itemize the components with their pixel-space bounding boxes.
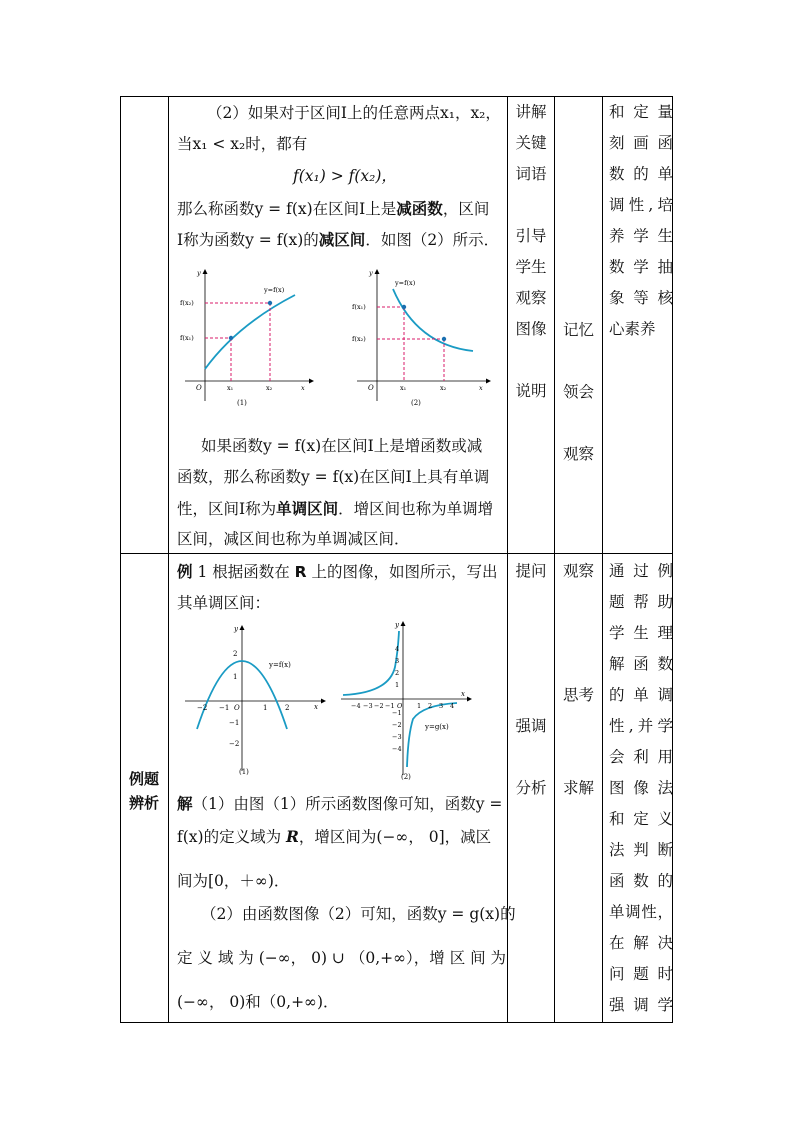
teacher-spacer [508, 190, 554, 221]
section-label [121, 767, 167, 815]
tick-label: −1 [385, 702, 395, 710]
goal-line: 学生理 [609, 624, 673, 642]
goal-line: 和定量 [609, 103, 673, 121]
point [268, 301, 272, 305]
teacher-item: 关键 [515, 134, 547, 152]
teacher-spacer [508, 345, 554, 376]
y-arrow [203, 269, 208, 274]
goal-line: 通过例 [609, 562, 673, 580]
s1-design-intent [609, 97, 673, 345]
text: 上的图像，如图所示，写出 [306, 563, 498, 581]
tick-label: 2 [285, 704, 290, 712]
student-spacer [555, 742, 602, 773]
x-arrow [321, 699, 326, 704]
teacher-item: 引导 [515, 227, 547, 245]
y-arrow [240, 625, 245, 630]
text: ．如图（2）所示． [365, 231, 500, 249]
student-spacer [555, 618, 602, 649]
text: 性，区间I称为 [177, 500, 277, 518]
solution-line2 [177, 821, 491, 853]
goal-line: 的单调 [609, 686, 673, 704]
axis-label: x [461, 690, 465, 698]
term-decreasing-interval: 减区间 [318, 230, 366, 249]
graph-hyperbola [339, 617, 489, 782]
tick-label: −1 [219, 704, 230, 712]
col-divider [602, 97, 603, 1022]
goal-line: 会利用 [609, 748, 673, 766]
tick-label: 1 [233, 673, 238, 681]
graph-parabola [183, 621, 333, 781]
teacher-item: 观察 [515, 289, 547, 307]
tick-label: x₁ [227, 384, 234, 392]
goal-line: 和定义 [609, 810, 673, 828]
student-spacer [555, 649, 602, 680]
s2-student-activity [555, 556, 602, 804]
s2-teacher-activity [508, 556, 554, 804]
teacher-spacer [508, 649, 554, 680]
tick-label: 3 [439, 702, 444, 710]
decreasing-curve [393, 289, 473, 351]
text: ，区间 [442, 200, 490, 218]
solution-tag: 解 [177, 794, 193, 813]
tick-label: x₂ [440, 384, 447, 392]
tick-label: 4 [450, 702, 455, 710]
term-monotonic-interval: 单调区间 [276, 499, 339, 518]
student-item: 领会 [562, 383, 594, 401]
goal-line: 题帮助 [609, 593, 673, 611]
goal-line: 数学抽 [609, 258, 673, 276]
axis-label: y [234, 625, 238, 633]
tick-label: O [234, 704, 240, 712]
goal-line: 心素养 [609, 320, 656, 338]
s1-para2-l4: 区间，减区间也称为单调减区间． [177, 530, 410, 548]
tick-label: −2 [374, 702, 384, 710]
tick-label: x₂ [266, 384, 273, 392]
axis-label: x [314, 703, 318, 711]
teacher-item: 提问 [515, 562, 547, 580]
goal-line: 养学生 [609, 227, 673, 245]
student-spacer [555, 408, 602, 439]
student-spacer [555, 346, 602, 377]
axis-label: x [301, 384, 305, 392]
x-arrow [486, 379, 491, 384]
teacher-spacer [508, 618, 554, 649]
curve-label: y=f(x) [264, 286, 285, 294]
tick-label: 1 [263, 704, 268, 712]
x-arrow [309, 379, 314, 384]
s1-para2-l1: 如果函数y = f(x)在区间I上是增函数或减 [201, 437, 483, 455]
right-branch [407, 703, 457, 767]
tick-label: 1 [395, 681, 400, 689]
real-set-symbol: R [286, 827, 299, 846]
student-item: 求解 [562, 779, 594, 797]
example-tag: 例 [177, 562, 193, 581]
point [442, 337, 446, 341]
s1-line4 [177, 224, 499, 256]
tick-label: 3 [395, 657, 400, 665]
goal-line: 调性,培 [609, 196, 673, 214]
real-set-symbol: R [294, 563, 307, 581]
teacher-item: 学生 [515, 258, 547, 276]
curve-label: y=f(x) [395, 279, 416, 287]
goal-line: 在解决 [609, 934, 673, 952]
goal-line: 强调学 [609, 996, 673, 1014]
teacher-spacer [508, 587, 554, 618]
origin-label: O [368, 384, 374, 392]
tick-label: x₁ [400, 384, 407, 392]
figure-caption: (1) [237, 399, 247, 407]
tick-label: −2 [197, 704, 208, 712]
teacher-item: 说明 [515, 382, 547, 400]
origin-label: O [196, 384, 202, 392]
goal-line: 问题时 [609, 965, 673, 983]
lesson-table [120, 96, 673, 1023]
text: ，增区间为(−∞， 0]，减区 [298, 828, 492, 846]
teacher-spacer [508, 742, 554, 773]
figure-caption: (1) [239, 768, 249, 776]
s1-para2-l2: 函数，那么称函数y = f(x)在区间I上具有单调 [177, 468, 490, 486]
point [402, 305, 406, 309]
student-spacer [555, 711, 602, 742]
s1-formula: f(x₁) > f(x₂)， [293, 167, 397, 185]
axis-label: y [369, 269, 373, 277]
tick-label: f(x₁) [180, 334, 194, 342]
tick-label: −2 [392, 721, 402, 729]
tick-label: −3 [363, 702, 373, 710]
axis-label: y [197, 269, 201, 277]
term-decreasing: 减函数 [396, 199, 443, 218]
axis-label: y [395, 621, 399, 629]
tick-label: 1 [417, 702, 422, 710]
figure-decreasing [349, 265, 494, 409]
goal-line: 法判断 [609, 841, 673, 859]
tick-label: 4 [395, 645, 400, 653]
goal-line: 函数的 [609, 872, 673, 890]
tick-label: f(x₂) [352, 335, 366, 343]
student-item: 观察 [562, 445, 594, 463]
teacher-item: 分析 [515, 779, 547, 797]
col-divider [168, 97, 169, 1022]
tick-label: −1 [392, 709, 402, 717]
s1-teacher-activity [508, 97, 554, 407]
tick-label: 2 [233, 650, 238, 658]
tick-label: −2 [229, 740, 240, 748]
teacher-item: 图像 [515, 320, 547, 338]
teacher-spacer [508, 680, 554, 711]
student-item: 思考 [562, 686, 594, 704]
teacher-item: 词语 [515, 165, 547, 183]
s2-design-intent [609, 556, 673, 1021]
s1-student-activity [555, 315, 602, 470]
example-line2: 其单调区间： [177, 594, 271, 612]
solution-line1 [177, 788, 502, 820]
left-branch [343, 631, 399, 695]
figure-caption: (2) [411, 399, 421, 407]
s1-line3 [177, 193, 489, 225]
goal-line: 图像法 [609, 779, 673, 797]
y-arrow [401, 621, 406, 626]
tick-label: O [397, 702, 403, 710]
goal-line: 性,并学 [609, 717, 673, 735]
solution-line5: 定 义 域 为 (−∞， 0) ∪ （0,+∞），增 区 间 为 [177, 949, 507, 967]
student-spacer [555, 587, 602, 618]
text: f(x)的定义域为 [177, 828, 286, 846]
s1-line1: （2）如果对于区间I上的任意两点x₁，x₂， [207, 104, 501, 122]
student-item: 观察 [562, 562, 594, 580]
s1-line2: 当x₁ < x₂时，都有 [177, 135, 308, 153]
goal-line: 数的单 [609, 165, 673, 183]
text: （1）由图（1）所示函数图像可知，函数y = [192, 795, 503, 813]
text: I称为函数y = f(x)的 [177, 231, 319, 249]
label-line: 例题 [128, 770, 159, 788]
example-line1 [177, 556, 498, 588]
teacher-item: 讲解 [515, 103, 547, 121]
text: 1 根据函数在 [192, 563, 295, 581]
tick-label: f(x₁) [352, 303, 366, 311]
tick-label: 2 [395, 669, 400, 677]
goal-line: 刻画函 [609, 134, 673, 152]
tick-label: −1 [229, 719, 240, 727]
y-arrow [375, 269, 380, 274]
student-item: 记忆 [562, 321, 594, 339]
point [229, 336, 233, 340]
axis-label: x [479, 384, 483, 392]
solution-line6: (−∞， 0)和（0,+∞)． [177, 993, 339, 1011]
x-arrow [467, 697, 472, 702]
tick-label: −4 [351, 702, 361, 710]
goal-line: 单调性， [609, 903, 673, 921]
teacher-item: 强调 [515, 717, 547, 735]
text: 那么称函数y = f(x)在区间I上是 [177, 200, 397, 218]
label-line: 辨析 [128, 794, 159, 812]
s1-para2-l3 [177, 493, 493, 525]
tick-label: −4 [392, 745, 402, 753]
goal-line: 象等核 [609, 289, 673, 307]
curve-label: y=f(x) [269, 661, 291, 669]
tick-label: 2 [428, 702, 433, 710]
figure-caption: (2) [401, 773, 411, 781]
curve-label: y=g(x) [425, 723, 449, 731]
tick-label: f(x₂) [180, 299, 194, 307]
goal-line: 解函数 [609, 655, 673, 673]
text: ．增区间也称为单调增 [338, 500, 494, 518]
figure-increasing [177, 265, 317, 409]
tick-label: −3 [392, 733, 402, 741]
solution-line4: （2）由函数图像（2）可知，函数y = g(x)的 [201, 905, 516, 923]
solution-line3: 间为[0，＋∞)． [177, 872, 290, 890]
increasing-curve [205, 295, 295, 369]
